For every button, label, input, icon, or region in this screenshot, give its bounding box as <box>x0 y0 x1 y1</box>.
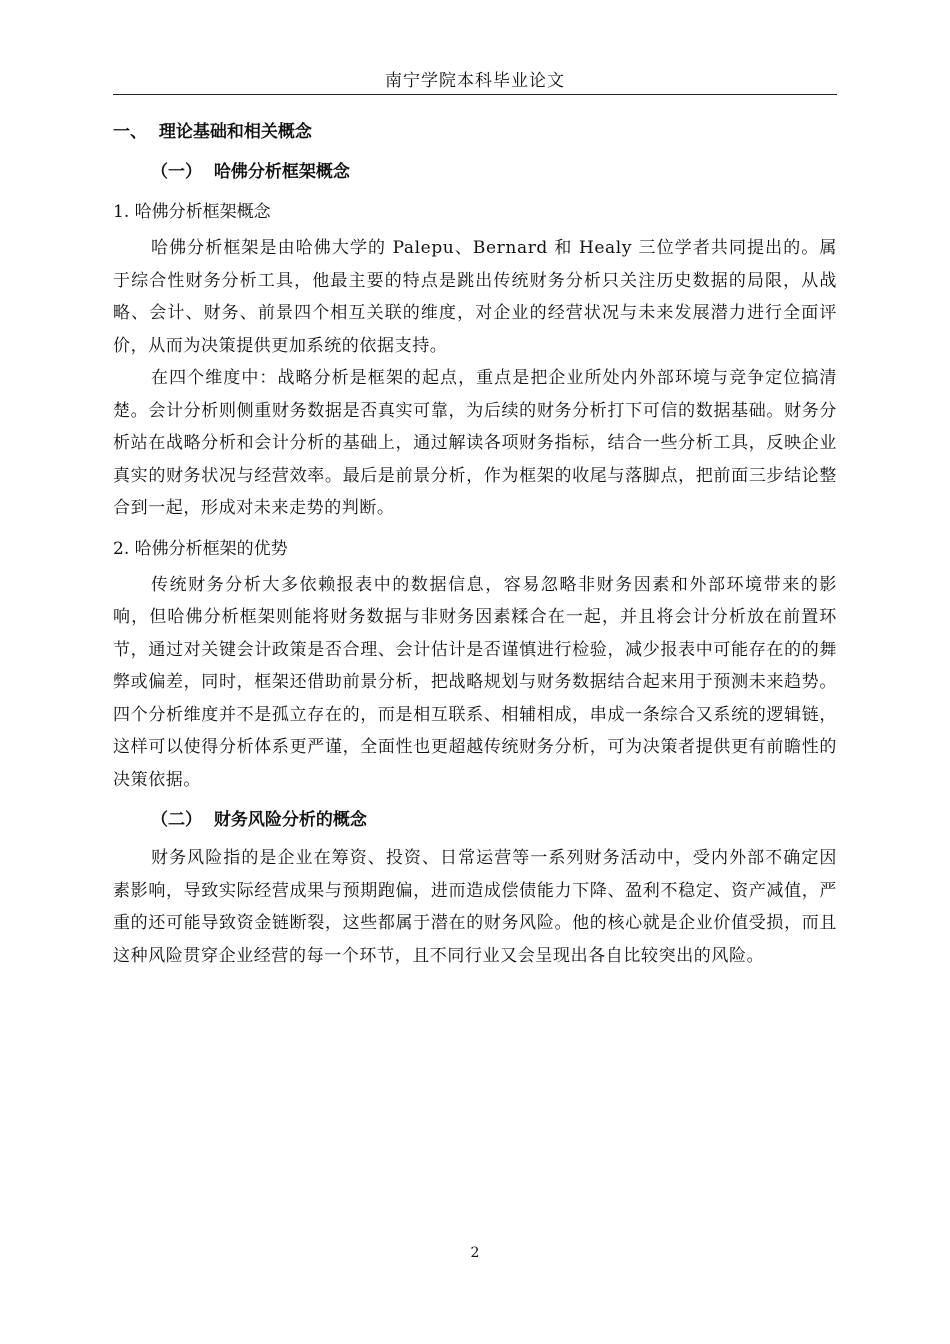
paragraph-four-dimensions: 在四个维度中：战略分析是框架的起点，重点是把企业所处内外部环境与竞争定位搞清楚。会计分析则侧重财务数据是否真实可靠，为后续的财务分析打下可信的数据基础。财务分析站在战略分析和会计分析的基础上，通过解读各项财务指标，结合一些分析工具，反映企业真实的财务状况与经营效率。最后是前景分析，作为框架的收尾与落脚点，把前面三步结论整合到一起，形成对未来走势的判断。 <box>113 368 837 518</box>
document-body <box>113 116 837 972</box>
page-number: 2 <box>470 1245 480 1261</box>
section-heading-harvard-framework: （一） 哈佛分析框架概念 <box>151 162 350 182</box>
paragraph-advantages: 传统财务分析大多依赖报表中的数据信息，容易忽略非财务因素和外部环境带来的影响，但哈佛分析框架则能将财务数据与非财务因素糅合在一起，并且将会计分析放在前置环节，通过对关键会计政策是否合理、会计估计是否谨慎进行检验，减少报表中可能存在的的舞弊或偏差，同时，框架还借助前景分析，把战略规划与财务数据结合起来用于预测未来趋势。四个分析维度并不是孤立存在的，而是相互联系、相辅相成，串成一条综合又系统的逻辑链，这样可以使得分析体系更严谨，全面性也更超越传统财务分析，可为决策者提供更有前瞻性的决策依据。 <box>113 574 837 790</box>
paragraph-financial-risk: 财务风险指的是企业在筹资、投资、日常运营等一系列财务活动中，受内外部不确定因素影响，导致实际经营成果与预期跑偏，进而造成偿债能力下降、盈利不稳定、资产减值，严重的还可能导致资金链断裂，这些都属于潜在的财务风险。他的核心就是企业价值受损，而且这种风险贯穿企业经营的每一个环节，且不同行业又会呈现出各自比较突出的风险。 <box>113 848 837 966</box>
paragraph-framework-definition: 哈佛分析框架是由哈佛大学的 Palepu、Bernard 和 Healy 三位学者共同提出的。属于综合性财务分析工具，他最主要的特点是跳出传统财务分析只关注历史数据的局限，从战略、会计、财务、前景四个相互关联的维度，对企业的经营状况与未来发展潜力进行全面评价，从而为决策提供更加系统的依据支持。 <box>113 238 837 356</box>
page-header-title: 南宁学院本科毕业论文 <box>385 71 565 91</box>
subsection-heading-concept: 1. 哈佛分析框架概念 <box>113 202 271 222</box>
subsection-heading-advantages: 2. 哈佛分析框架的优势 <box>113 538 288 559</box>
section-heading-financial-risk: （二） 财务风险分析的概念 <box>151 810 367 830</box>
section-heading-level1: 一、 理论基础和相关概念 <box>113 122 312 142</box>
header-divider <box>113 94 837 95</box>
